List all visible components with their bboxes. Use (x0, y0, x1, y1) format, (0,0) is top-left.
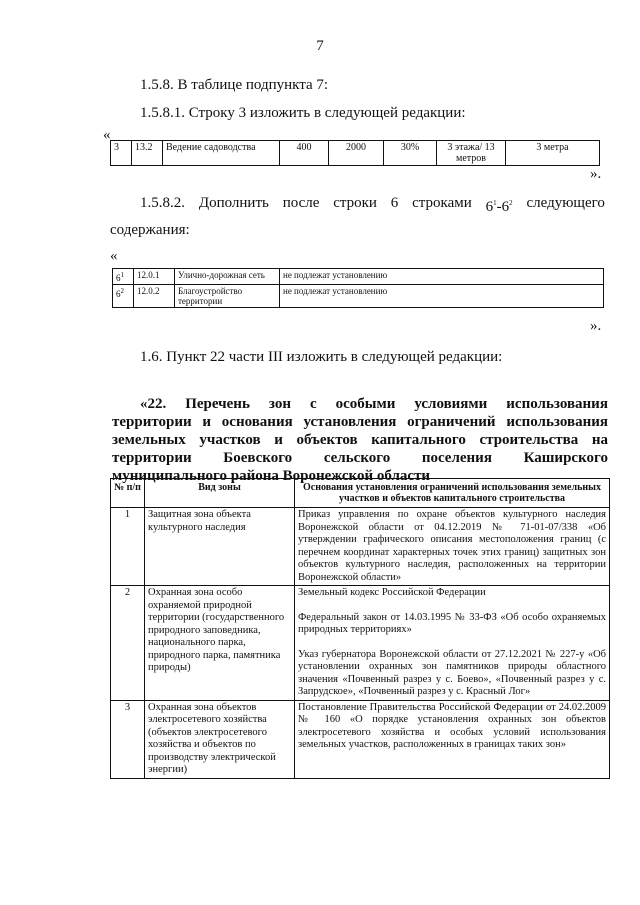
table2-row (113, 285, 604, 308)
table1-cell: Ведение садоводства (163, 141, 280, 166)
paragraph-1-5-8-1: 1.5.8.1. Строку 3 изложить в следующей редакции: (140, 105, 466, 121)
row-number: $6^1$ (113, 269, 134, 285)
p3-w4: 6 (390, 195, 399, 211)
table1-cell: 3 (111, 141, 132, 166)
heading-line: муниципального района Воронежской области (112, 468, 431, 484)
zone-basis: Приказ управления по охране объектов культурного наследия Воронежской области от 04.12.2019 № 71-01-07/338 «Об утверждении графического описания местоположения границ (с перечнем координат характерных точек этих границ) защитных зон объектов культурного наследия, расположенных на территории Воронежской области» (295, 508, 610, 586)
open-quote-1: « (103, 127, 111, 143)
table-row (111, 700, 610, 778)
table1-cell: 3 метра (506, 141, 600, 166)
row-value: не подлежат установлению (280, 269, 604, 285)
table1-cell: 30% (384, 141, 437, 166)
p3-num: 1.5.8.2. (140, 195, 185, 211)
zone-type: Охранная зона объектов электросетевого хозяйства (объектов электросетевого хозяйства и объектов по производству электрической энергии) (145, 700, 295, 778)
row-number: 1 (111, 508, 145, 586)
heading-line: «22. Перечень зон с особыми условиями использования (140, 396, 608, 412)
row-number: 2 (111, 586, 145, 701)
open-quote-2: « (110, 248, 118, 264)
heading-line: земельных участков и объектов капитального строительства на (112, 432, 608, 448)
p3-w3: строки (333, 195, 377, 211)
row-name: Благоустройство территории (175, 285, 280, 308)
row-value: не подлежат установлению (280, 285, 604, 308)
table1-cell: 2000 (329, 141, 384, 166)
p3-w2: после (282, 195, 320, 211)
section-heading (112, 395, 608, 485)
zone-basis: Постановление Правительства Российской Федерации от 24.02.2009 № 160 «О порядке установления охранных зон объектов электросетевого хозяйства и особых условий использования земельных участков, расположенных в границах таких зон» (295, 700, 610, 778)
zone-type: Защитная зона объекта культурного наследия (145, 508, 295, 586)
p3-w1: Дополнить (198, 195, 269, 211)
heading-line: территории и основания установления ограничений использования (112, 414, 608, 430)
row-name: Улично-дорожная сеть (175, 269, 280, 285)
paragraph-1-5-8: 1.5.8. В таблице подпункта 7: (140, 77, 329, 93)
column-header: Вид зоны (145, 479, 295, 508)
page-number: 7 (316, 38, 324, 54)
paragraph-1-5-8-2-cont: содержания: (110, 222, 190, 238)
column-header: № п/п (111, 479, 145, 508)
paragraph-1-5-8-2 (140, 194, 605, 217)
row-code: 12.0.2 (134, 285, 175, 308)
paragraph-1-6: 1.6. Пункт 22 части III изложить в следующей редакции: (140, 349, 503, 365)
zone-type: Охранная зона особо охраняемой природной территории (государственного природного заповедника, национального парка, природного парка, памятника природы) (145, 586, 295, 701)
table1-cell: 3 этажа/ 13 метров (437, 141, 506, 166)
zone-basis: Земельный кодекс Российской Федерации Федеральный закон от 14.03.1995 № 33-ФЗ «Об особо охраняемых природных территориях» Указ губернатора Воронежской области от 27.12.2021 № 227-у «Об установлении охранных зон памятников природы областного значения «Почвенный разрез у с. Боево», «Почвенный разрез у с. Запрудское», «Почвенный разрез у с. Красный Лог» (295, 586, 610, 701)
close-quote-1: ». (590, 166, 602, 182)
p3-w6: следующего (526, 195, 605, 211)
column-header: Основания установления ограничений использования земельных участков и объектов капитального строительства (295, 479, 610, 508)
table-row-3 (110, 140, 600, 166)
table1-cell: 13.2 (132, 141, 163, 166)
p3-rows: $6^1-6^2$ (485, 199, 513, 215)
close-quote-2: ». (590, 318, 602, 334)
table2-row (113, 269, 604, 285)
row-code: 12.0.1 (134, 269, 175, 285)
row-number: 3 (111, 700, 145, 778)
zones-table (110, 478, 610, 779)
table-row (111, 508, 610, 586)
row-number: $6^2$ (113, 285, 134, 308)
p3-w5: строками (412, 195, 472, 211)
table-row (111, 586, 610, 701)
table-rows-6 (112, 268, 604, 308)
table1-cell: 400 (280, 141, 329, 166)
heading-line: территории Боевского сельского поселения Каширского (112, 450, 608, 466)
